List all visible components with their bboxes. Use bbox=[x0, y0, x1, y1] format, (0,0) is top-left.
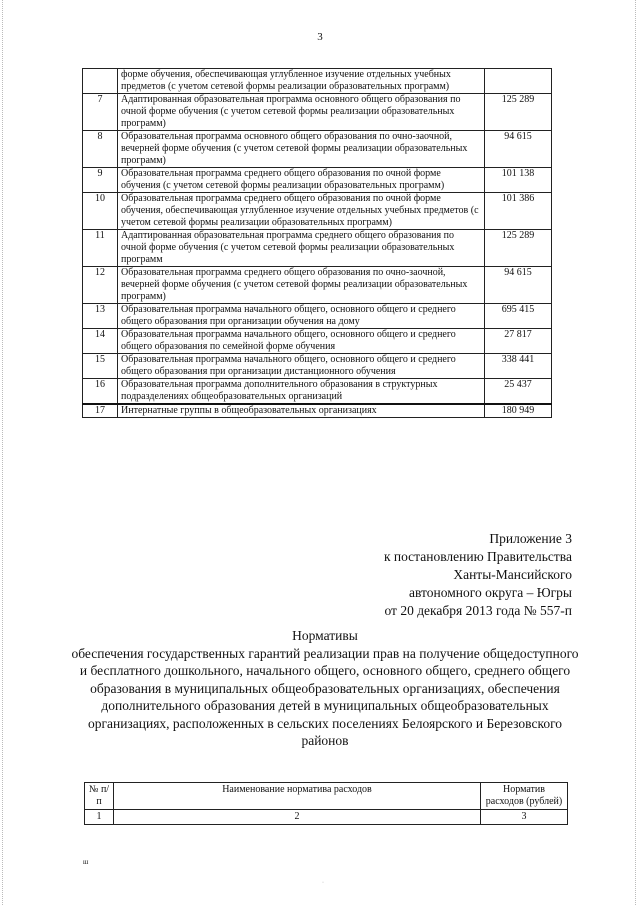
row-name: Адаптированная образовательная программа среднего общего образования по очной форме обучения (с учетом сетевой формы реализации образовательных программ bbox=[118, 230, 485, 267]
row-num: 11 bbox=[83, 230, 118, 267]
appendix-line: Ханты-Мансийского bbox=[453, 567, 572, 582]
row-value: 338 441 bbox=[485, 354, 552, 379]
row-num: 17 bbox=[83, 404, 118, 418]
appendix-title: Приложение 3 bbox=[489, 531, 572, 546]
table-header-row bbox=[85, 783, 568, 810]
header-value: Норматив расходов (рублей) bbox=[481, 783, 568, 810]
row-name: Адаптированная образовательная программа основного общего образования по очной форме обучения (с учетом сетевой формы реализации образовательных программ) bbox=[118, 94, 485, 131]
row-name: Образовательная программа начального общего, основного общего и среднего общего образования по семейной форме обучения bbox=[118, 329, 485, 354]
norms-table-continued bbox=[82, 68, 552, 418]
row-name: Образовательная программа среднего общего образования по очно-заочной, вечерней форме обучения (с учетом сетевой формы реализации образовательных программ) bbox=[118, 267, 485, 304]
row-value: 27 817 bbox=[485, 329, 552, 354]
appendix-line: от 20 декабря 2013 года № 557-п bbox=[384, 603, 572, 618]
table-row bbox=[83, 193, 552, 230]
heading-body: обеспечения государственных гарантий реализации прав на получение общедоступного и бесплатного дошкольного, начального общего, основного общего, среднего общего образования в муниципальных общеобразовательных организациях, обеспечения дополнительного образования детей в муниципальных общеобразовательных организациях, расположенных в сельских поселениях Белоярского и Березовского районов bbox=[71, 645, 579, 748]
table-row bbox=[83, 94, 552, 131]
row-value bbox=[485, 69, 552, 94]
table-row bbox=[83, 404, 552, 418]
row-num: 12 bbox=[83, 267, 118, 304]
row-name: Интернатные группы в общеобразовательных организациях bbox=[118, 404, 485, 418]
row-num: 10 bbox=[83, 193, 118, 230]
appendix-block bbox=[384, 530, 572, 620]
row-num: 16 bbox=[83, 379, 118, 405]
heading-title: Нормативы bbox=[292, 628, 358, 643]
row-name: Образовательная программа дополнительного образования в структурных подразделениях общеобразовательных организаций bbox=[118, 379, 485, 405]
table-row bbox=[83, 354, 552, 379]
page-number: 3 bbox=[317, 31, 323, 43]
scan-dot: · bbox=[322, 880, 324, 886]
norms-table-header bbox=[84, 782, 568, 825]
row-value: 25 437 bbox=[485, 379, 552, 405]
row-num: 8 bbox=[83, 131, 118, 168]
footer-mark: ш bbox=[83, 858, 89, 866]
header-num: № п/п bbox=[85, 783, 114, 810]
table-row bbox=[83, 379, 552, 405]
row-name: Образовательная программа начального общего, основного общего и среднего общего образования при организации дистанционного обучения bbox=[118, 354, 485, 379]
row-name: Образовательная программа среднего общего образования по очной форме обучения (с учетом сетевой формы реализации образовательных программ) bbox=[118, 168, 485, 193]
table-row bbox=[83, 131, 552, 168]
row-value: 125 289 bbox=[485, 94, 552, 131]
row-name: форме обучения, обеспечивающая углубленное изучение отдельных учебных предметов (с учетом сетевой формы реализации образовательных программ) bbox=[118, 69, 485, 94]
appendix-line: к постановлению Правительства bbox=[383, 549, 572, 564]
row-num: 13 bbox=[83, 304, 118, 329]
col-name: 2 bbox=[114, 810, 481, 825]
row-value: 180 949 bbox=[485, 404, 552, 418]
row-name: Образовательная программа основного общего образования по очно-заочной, вечерней форме обучения (с учетом сетевой формы реализации образовательных программ) bbox=[118, 131, 485, 168]
row-num: 14 bbox=[83, 329, 118, 354]
table-row bbox=[83, 329, 552, 354]
row-name: Образовательная программа начального общего, основного общего и среднего общего образования при организации обучения на дому bbox=[118, 304, 485, 329]
row-num: 15 bbox=[83, 354, 118, 379]
col-value: 3 bbox=[481, 810, 568, 825]
row-value: 695 415 bbox=[485, 304, 552, 329]
table-row bbox=[83, 168, 552, 193]
table-row bbox=[83, 69, 552, 94]
document-heading bbox=[70, 627, 580, 750]
right-margin-line bbox=[635, 0, 637, 905]
table-column-numbers-row bbox=[85, 810, 568, 825]
row-num: 9 bbox=[83, 168, 118, 193]
appendix-line: автономного округа – Югры bbox=[409, 585, 572, 600]
col-num: 1 bbox=[85, 810, 114, 825]
row-value: 101 386 bbox=[485, 193, 552, 230]
row-num bbox=[83, 69, 118, 94]
header-name: Наименование норматива расходов bbox=[114, 783, 481, 810]
row-value: 94 615 bbox=[485, 267, 552, 304]
row-num: 7 bbox=[83, 94, 118, 131]
left-margin-line bbox=[2, 0, 4, 905]
row-value: 125 289 bbox=[485, 230, 552, 267]
row-value: 94 615 bbox=[485, 131, 552, 168]
table-row bbox=[83, 230, 552, 267]
table-row bbox=[83, 267, 552, 304]
table-row bbox=[83, 304, 552, 329]
row-value: 101 138 bbox=[485, 168, 552, 193]
row-name: Образовательная программа среднего общего образования по очной форме обучения, обеспечивающая углубленное изучение отдельных учебных предметов (с учетом сетевой формы реализации образовательных программ) bbox=[118, 193, 485, 230]
